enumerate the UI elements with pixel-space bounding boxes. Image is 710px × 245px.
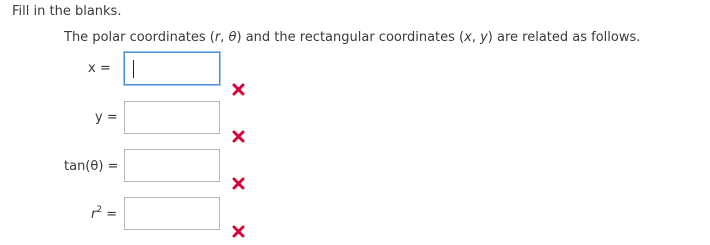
r-base-text: r [91,207,97,222]
r-squared-field-label [91,204,118,223]
tan-field-label [64,159,118,175]
y-answer-input[interactable] [124,101,220,134]
desc-prefix: The polar coordinates ( [64,30,215,45]
x-label-text: x = [88,61,111,76]
var-y: y [480,30,488,45]
r-squared-incorrect-icon [232,225,245,238]
r-exponent-text: 2 [96,204,103,215]
y-field-label [95,110,118,126]
y-label-text: y = [95,110,118,125]
var-r: r [214,30,221,45]
desc-mid: ) and the rectangular coordinates ( [236,30,465,45]
r-squared-answer-input[interactable] [124,197,220,230]
x-incorrect-icon [232,83,245,96]
var-theta: θ [228,30,237,45]
question-description [64,30,640,46]
desc-sep1: , [220,30,229,45]
r-eq-text: = [102,207,118,222]
text-cursor [133,60,134,78]
instructions: Fill in the blanks. [12,4,122,19]
var-x: x [464,30,472,45]
x-answer-input[interactable] [124,52,220,85]
desc-suffix: ) are related as follows. [487,30,641,45]
tan-incorrect-icon [232,177,245,190]
y-incorrect-icon [232,130,245,143]
desc-sep2: , [471,30,481,45]
tan-label-text: tan(θ) = [64,159,119,174]
tan-answer-input[interactable] [124,149,220,182]
x-field-label [88,61,111,77]
